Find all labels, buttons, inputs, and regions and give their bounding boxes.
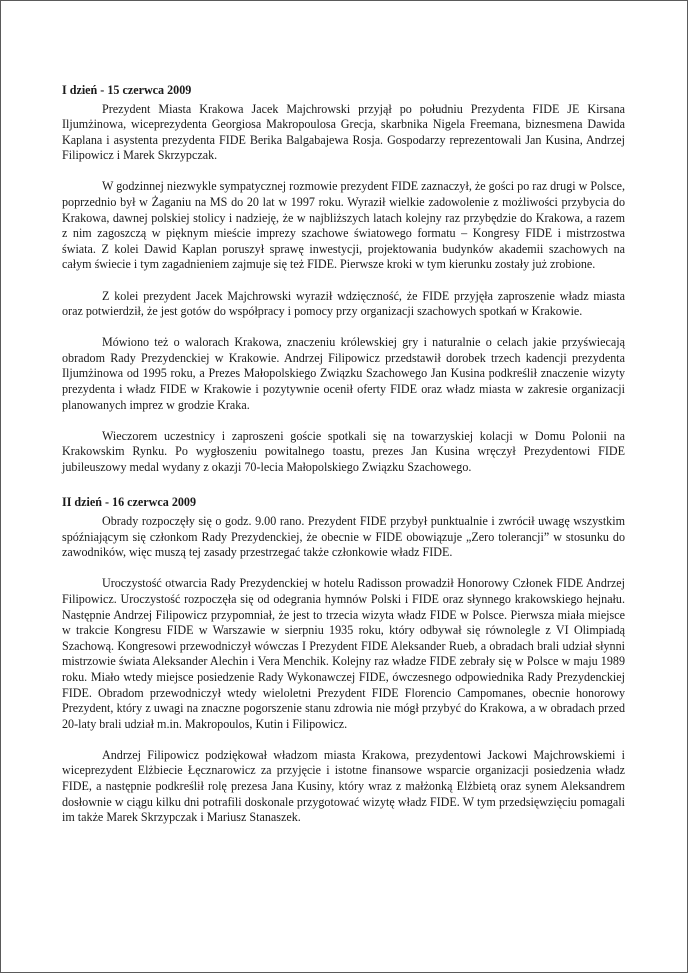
day2-paragraph-3: Andrzej Filipowicz podziękował władzom miasta Krakowa, prezydentowi Jackowi Majchrowskiemi i wiceprezydent Elżbiecie Łęcznarowicz za przyjęcie i istotne finansowe wsparcie organizacji posiedzenia władz FIDE, a następnie podkreślił rolę prezesa Jana Kusiny, który wraz z małżonką Elżbietą oraz synem Aleksandrem dosłownie w ciągu kilku dni potrafili doskonale przygotować wizytę władz FIDE. W tym przedsięwzięciu pomagali im także Marek Skrzypczak i Mariusz Stanaszek. <box>62 747 625 825</box>
day2-paragraph-1: Obrady rozpoczęły się o godz. 9.00 rano. Prezydent FIDE przybył punktualnie i zwrócił uwagę wszystkim spóźniającym się członkom Rady Prezydenckiej, że obecnie w FIDE obowiązuje „Zero tolerancji” w stosunku do zawodników, więc muszą tej zasady przestrzegać także członkowie władz FIDE. <box>62 514 625 560</box>
day1-paragraph-2: W godzinnej niezwykle sympatycznej rozmowie prezydent FIDE zaznaczył, że gości po raz drugi w Polsce, poprzednio był w Żaganiu na MS do 20 lat w 1997 roku. Wyraził wielkie zadowolenie z możliwości przybycia do Krakowa, dawnej polskiej stolicy i nadzieję, że w najbliższych latach kolejny raz przybędzie do Krakowa, a razem z nim zagoszczą w pięknym mieście imprezy szachowe światowego formatu – Kongresy FIDE i mistrzostwa świata. Z kolei Dawid Kaplan poruszył sprawę inwestycji, projektowania budynków akademii szachowych na całym świecie i tym zagadnieniem zajmuje się też FIDE. Pierwsze kroki w tym kierunku zostały już zrobione. <box>62 179 625 272</box>
day2-section <box>62 495 625 825</box>
day1-paragraph-5: Wieczorem uczestnicy i zaproszeni goście spotkali się na towarzyskiej kolacji w Domu Polonii na Krakowskim Rynku. Po wygłoszeniu powitalnego toastu, prezes Jan Kusina wręczył Prezydentowi FIDE jubileuszowy medal wydany z okazji 70-lecia Małopolskiego Związku Szachowego. <box>62 428 625 474</box>
document-body <box>62 83 625 841</box>
day2-heading: II dzień - 16 czerwca 2009 <box>62 495 197 510</box>
day1-heading: I dzień - 15 czerwca 2009 <box>62 83 192 97</box>
day1-paragraph-3: Z kolei prezydent Jacek Majchrowski wyraził wdzięczność, że FIDE przyjęła zaproszenie władz miasta oraz potwierdził, że jest gotów do współpracy i pomocy przy organizacji szachowych spotkań w Krakowie. <box>62 288 625 319</box>
day1-paragraph-4: Mówiono też o walorach Krakowa, znaczeniu królewskiej gry i naturalnie o celach jakie przyświecają obradom Rady Prezydenckiej w Krakowie. Andrzej Filipowicz przedstawił dorobek trzech kadencji prezydenta Iljumżinowa od 1995 roku, a Prezes Małopolskiego Związku Szachowego Jan Kusina podkreślił znaczenie wizyty prezydenta i władz FIDE w Krakowie i pozytywnie ocenił oferty FIDE oraz władz miasta w zakresie organizacji planowanych imprez w grodzie Kraka. <box>62 335 625 412</box>
day1-paragraph-1: Prezydent Miasta Krakowa Jacek Majchrowski przyjął po południu Prezydenta FIDE JE Kirsana Iljumżinowa, wiceprezydenta Georgiosa Makropoulosa Grecja, skarbnika Nigela Freemana, biznesmena Dawida Kaplana i asystenta prezydenta FIDE Berika Balgabajewa Rosja. Gospodarzy reprezentowali Jan Kusina, Andrzej Filipowicz i Marek Skrzypczak. <box>62 101 625 163</box>
day1-section <box>62 83 625 475</box>
day2-paragraph-2: Uroczystość otwarcia Rady Prezydenckiej w hotelu Radisson prowadził Honorowy Członek FIDE Andrzej Filipowicz. Uroczystość rozpoczęła się od odegrania hymnów Polski i FIDE oraz słynnego krakowskiego hejnału. Następnie Andrzej Filipowicz przypomniał, że jest to trzecia wizyta władz FIDE w Polsce. Pierwsza miała miejsce w trakcie Kongresu FIDE w Warszawie w sierpniu 1935 roku, który odbywał się równolegle z VI Olimpiadą Szachową. Kongresowi przewodniczył wówczas I Prezydent FIDE Aleksander Rueb, a obradach brali udział słynni mistrzowie świata Aleksander Alechin i Vera Menchik. Kolejny raz władze FIDE zebrały się w Polsce w maju 1989 roku. Miało wtedy miejsce posiedzenie Rady Wykonawczej FIDE, ówczesnego odpowiednika Rady Prezydenckiej FIDE. Obradom przewodniczył wtedy wieloletni Prezydent FIDE Florencio Campomanes, obecnie honorowy Prezydent, który z uwagi na znaczne pogorszenie stanu zdrowia nie mógł przybyć do Krakowa, a w obradach przed 20-laty brali udział m.in. Makropoulos, Kutin i Filipowicz. <box>62 576 625 731</box>
